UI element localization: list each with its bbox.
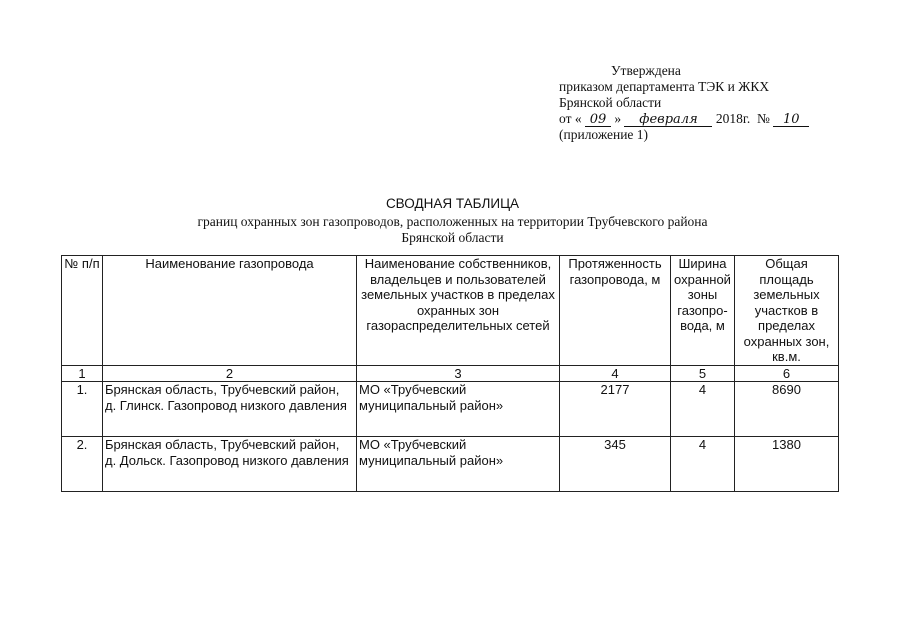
- approval-order-line: приказом департамента ТЭК и ЖКХ: [559, 79, 770, 94]
- pipeline-name: Брянская область, Трубчевский район, д. Глинск. Газопровод низкого давления: [103, 382, 357, 437]
- total-area: 8690: [735, 382, 839, 437]
- document-title: СВОДНАЯ ТАБЛИЦА: [385, 196, 520, 211]
- pipeline-name: Брянская область, Трубчевский район, д. Дольск. Газопровод низкого давления: [103, 437, 357, 492]
- pipeline-length: 2177: [560, 382, 671, 437]
- approval-appendix: (приложение 1): [559, 127, 649, 142]
- subtitle-line-2: Брянской области: [401, 230, 504, 245]
- zone-width: 4: [671, 437, 735, 492]
- header-owners: Наименование собственников, владельцев и пользователей земельных участков в пределах охранных зон газораспределительных сетей: [357, 256, 560, 366]
- subtitle-line-1: границ охранных зон газопроводов, расположенных на территории Трубчевского района: [197, 214, 708, 229]
- column-index: 5: [671, 365, 735, 382]
- column-index: 2: [103, 365, 357, 382]
- owner-name: МО «Трубчевский муниципальный район»: [357, 382, 560, 437]
- row-number: 2.: [62, 437, 103, 492]
- handwritten-day: 09: [585, 112, 611, 127]
- header-zone-width: Ширина охранной зоны газопро-вода, м: [671, 256, 735, 366]
- zone-width: 4: [671, 382, 735, 437]
- approval-title: Утверждена: [611, 63, 681, 78]
- handwritten-number: 10: [773, 112, 809, 127]
- column-index: 4: [560, 365, 671, 382]
- header-length: Протяженность газопровода, м: [560, 256, 671, 366]
- total-area: 1380: [735, 437, 839, 492]
- handwritten-month: февраля: [624, 112, 712, 127]
- column-index: 6: [735, 365, 839, 382]
- summary-table: [61, 255, 839, 492]
- date-prefix: от «: [559, 111, 582, 126]
- number-prefix: №: [757, 111, 770, 126]
- approval-date-line: [559, 111, 809, 127]
- pipeline-length: 345: [560, 437, 671, 492]
- column-index-row: [62, 365, 839, 382]
- column-index: 1: [62, 365, 103, 382]
- document-subtitle: [0, 214, 905, 246]
- table-row: [62, 437, 839, 492]
- row-number: 1.: [62, 382, 103, 437]
- header-pipeline-name: Наименование газопровода: [103, 256, 357, 366]
- approval-block: [559, 63, 809, 143]
- table-row: [62, 382, 839, 437]
- header-total-area: Общая площадь земельных участков в пределах охранных зон, кв.м.: [735, 256, 839, 366]
- header-number: № п/п: [62, 256, 103, 366]
- date-mid: »: [614, 111, 622, 126]
- date-year: 2018г.: [715, 111, 751, 126]
- table-header-row: [62, 256, 839, 366]
- approval-region-line: Брянской области: [559, 95, 662, 110]
- column-index: 3: [357, 365, 560, 382]
- owner-name: МО «Трубчевский муниципальный район»: [357, 437, 560, 492]
